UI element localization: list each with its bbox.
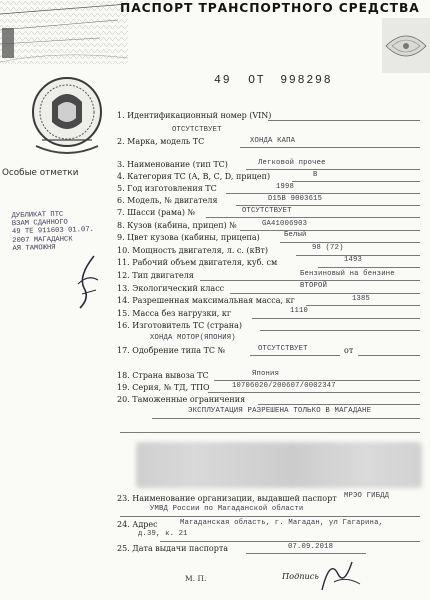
field-issuer: 23. Наименование организации, выдавшей паспорт xyxy=(117,494,337,503)
field-manufacturer-value: ХОНДА МОТОР(ЯПОНИЯ) xyxy=(150,334,236,342)
underline xyxy=(252,318,420,319)
field-vehicle-type: 3. Наименование (тип ТС) xyxy=(117,160,228,169)
field-engine: 6. Модель, № двигателя xyxy=(117,196,218,205)
field-chassis: 7. Шасси (рама) № xyxy=(117,208,196,217)
special-notes-label: Особые отметки xyxy=(2,168,79,178)
underline xyxy=(292,181,420,182)
field-address-value: Магаданская область, г. Магадан, ул Гагарина, xyxy=(180,519,384,527)
field-year-value: 1998 xyxy=(276,183,295,191)
field-engine-type: 12. Тип двигателя xyxy=(117,271,194,280)
series-code: 49 xyxy=(214,74,232,87)
field-customs-restrictions-value: ЭКСПЛУАТАЦИЯ РАЗРЕШЕНА ТОЛЬКО В МАГАДАНЕ xyxy=(188,407,372,415)
field-curb-mass: 15. Масса без нагрузки, кг xyxy=(117,309,232,318)
signature-mark xyxy=(72,254,102,310)
stamp-line: АЯ ТАМОЖНЯ xyxy=(12,243,56,253)
document-title: ПАСПОРТ ТРАНСПОРТНОГО СРЕДСТВА xyxy=(120,1,420,15)
field-eco-class-value: ВТОРОЙ xyxy=(300,282,328,290)
underline xyxy=(120,432,420,433)
field-color-value: Белый xyxy=(284,231,307,239)
stamp-line: ВЗАМ СДАННОГО xyxy=(11,218,68,229)
underline xyxy=(206,217,420,218)
underline xyxy=(240,147,420,148)
field-customs-doc-value: 10706020/200607/0002347 xyxy=(232,382,336,390)
field-curb-mass-value: 1110 xyxy=(290,307,309,315)
field-type-approval: 17. Одобрение типа ТС № xyxy=(117,346,226,355)
underline xyxy=(230,293,420,294)
field-make-model-value: ХОНДА КАПА xyxy=(250,137,296,145)
redacted-area xyxy=(136,442,422,488)
field-engine-type-value: Бензиновый на бензине xyxy=(300,270,395,278)
field-category-value: В xyxy=(313,171,318,179)
passport-serial-number xyxy=(214,74,332,87)
field-year: 5. Год изготовления ТС xyxy=(117,184,217,193)
underline xyxy=(318,267,420,268)
field-issue-date-value: 07.09.2018 xyxy=(288,543,334,551)
field-type-approval-value: ОТСУТСТВУЕТ xyxy=(258,345,308,353)
field-issue-date: 25. Дата выдачи паспорта xyxy=(117,544,229,553)
field-type-approval-from: от xyxy=(344,346,354,355)
field-max-mass-value: 1385 xyxy=(352,295,371,303)
field-category: 4. Категория ТС (А, В, С, D, прицеп) xyxy=(117,172,271,181)
underline xyxy=(258,404,420,405)
field-engine-value: D15B 9003615 xyxy=(268,195,323,203)
signature-mark xyxy=(316,552,364,596)
field-make-value: ОТСУТСТВУЕТ xyxy=(172,126,222,134)
underline xyxy=(208,392,420,393)
field-power-value: 98 (72) xyxy=(312,244,344,252)
underline xyxy=(120,516,420,517)
field-body: 8. Кузов (кабина, прицеп) № xyxy=(117,221,237,230)
field-customs-restrictions: 20. Таможенные ограничения xyxy=(117,395,246,404)
underline xyxy=(250,355,340,356)
field-color: 9. Цвет кузова (кабины, прицепа) xyxy=(117,233,260,242)
field-make-model: 2. Марка, модель ТС xyxy=(117,137,205,146)
corner-ornament xyxy=(382,18,430,73)
underline xyxy=(280,242,420,243)
underline xyxy=(306,305,420,306)
underline xyxy=(358,355,420,356)
underline xyxy=(200,280,420,281)
field-displacement-value: 1493 xyxy=(344,256,363,264)
field-displacement: 11. Рабочий объем двигателя, куб. см xyxy=(117,258,278,267)
underline xyxy=(160,541,420,542)
stamp-line: 2007 МАГАДАНСК xyxy=(12,235,73,245)
field-address: 24. Адрес xyxy=(117,520,158,529)
underline xyxy=(260,330,420,331)
field-eco-class: 13. Экологический класс xyxy=(117,284,225,293)
underline xyxy=(152,418,420,419)
stamp-line: 49 ТЕ 911603 01.07. xyxy=(11,226,95,237)
field-address-value-line2: д.39, к. 21 xyxy=(138,530,188,538)
field-chassis-value: ОТСУТСТВУЕТ xyxy=(242,207,292,215)
series-prefix: ОТ xyxy=(248,74,266,87)
field-max-mass: 14. Разрешенная максимальная масса, кг xyxy=(117,296,295,305)
underline xyxy=(240,230,420,231)
underline xyxy=(214,380,420,381)
stamp-line: ДУБЛИКАТ ПТС xyxy=(11,210,64,221)
field-vin: 1. Идентификационный номер (VIN) xyxy=(117,111,272,120)
field-vehicle-type-value: Легковой прочее xyxy=(258,159,326,167)
field-manufacturer: 16. Изготовитель ТС (страна) xyxy=(117,321,242,330)
field-export-country-value: Япония xyxy=(252,370,280,378)
field-issuer-value-line2: УМВД России по Магаданской области xyxy=(150,505,304,513)
duplicate-stamp xyxy=(11,210,94,253)
underline xyxy=(246,169,420,170)
signature-label: Подпись xyxy=(282,571,319,581)
field-body-value: GA41006903 xyxy=(262,220,308,228)
underline xyxy=(268,120,420,121)
field-issuer-value: МРЭО ГИБДД xyxy=(344,492,390,500)
field-export-country: 18. Страна вывоза ТС xyxy=(117,371,209,380)
serial-number: 998298 xyxy=(280,74,333,87)
emblem-icon xyxy=(28,72,106,160)
field-power: 10. Мощность двигателя, л. с. (кВт) xyxy=(117,246,269,255)
underline xyxy=(236,205,420,206)
underline xyxy=(226,193,420,194)
stamp-place-label: М. П. xyxy=(185,574,207,583)
field-customs-doc: 19. Серия, № ТД, ТПО xyxy=(117,383,210,392)
